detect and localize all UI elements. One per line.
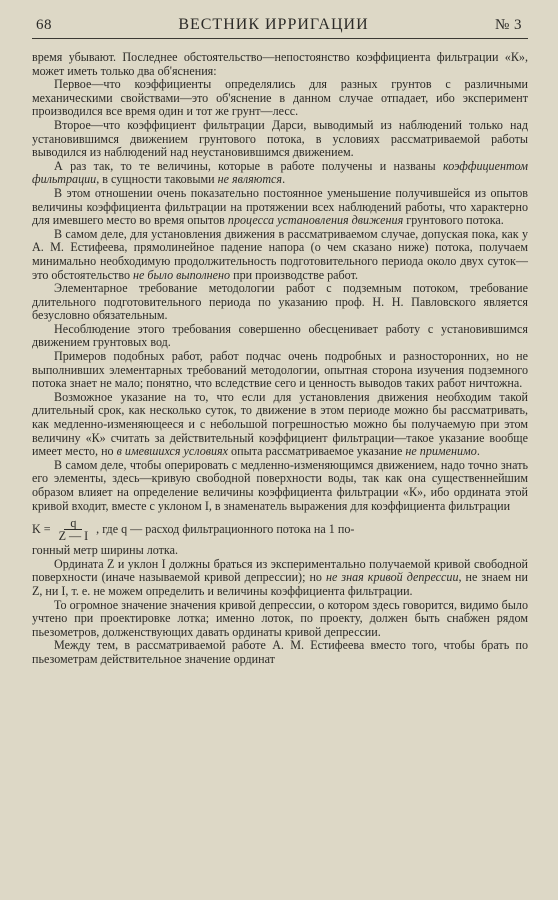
issue-number: № 3 [494,17,522,33]
emphasis: не являются [217,172,283,187]
emphasis: не применимо [405,444,477,459]
formula-denominator: Z — I [58,529,89,544]
formula-continuation: гонный метр ширины лотка. [32,543,179,558]
paragraph: Между тем, в рассматриваемой работе А. М. Естифеева вместо того, чтобы брать по пьезометрам действительное значение ординат [32,638,528,666]
emphasis: коэффициентом фильтрации [32,158,528,187]
paragraph: Элементарное требование методологии работ с подземным потоком, требование длительного подготовительного периода по указанию проф. Н. Н. Павловского является безусловно обязательным. [32,281,528,323]
emphasis: процесса установления движения [227,213,404,228]
journal-title: ВЕСТНИК ИРРИГАЦИИ [178,16,369,33]
emphasis: не зная кривой депрессии [326,570,459,585]
paragraph: В самом деле, для установления движения в рассматриваемом случае, допуская пока, как у А. М. Естифеева, прямолинейное падение напора (о чем сказано ниже) потока, получаем минимально необходимую продолжительность подготовительного периода около двух суток—это обстоятельство не было выполнено при производстве работ. [32,226,528,282]
paragraph: Возможное указание на то, что если для установления движения необходим такой длительный срок, как несколько суток, то движение в этом периоде можно бы рассматривать, как медленно-изменяющееся и с небольшой погрешностью можно бы получаемую при этом величину «К» считать за действительный коэффициент фильтрации—такое указание вообще имеет место, но в имевшихся условиях опыта рассматриваемое указание не применимо. [32,389,528,459]
paragraph: То огромное значение значения кривой депрессии, о котором здесь говорится, видимо было учтено при проектировке лотка; именно лоток, по проекту, должен быть снабжен рядом пьезометров, долженствующих давать ординаты кривой депрессии. [32,597,528,639]
running-header [32,16,528,39]
paragraph: время убывают. Последнее обстоятельство—непостоянство коэффициента фильтрации «К», может иметь только два об'яснения: [32,50,528,78]
paragraph: Второе—что коэффициент фильтрации Дарси, выводимый из наблюдений только над установившимся движением грунтового потока, в условиях рассматриваемой работы выводился из наблюдений над неустановившимся движением. [32,117,528,160]
formula-explanation: , где q — расход фильтрационного потока на 1 по- [96,521,355,536]
paragraphs-before-formula [32,51,528,513]
paragraph: В этом отношении очень показательно постоянное уменьшение получившейся из опытов величины коэффициента фильтрации на протяжении всех наблюдений работы, что характерно для имевшего место во время опытов процесса установления движения грунтового потока. [32,185,528,228]
paragraph: Ордината Z и уклон I должны браться из экспериментально получаемой кривой свободной поверхности (иначе называемой кривой депрессии); но не зная кривой депрессии, не знаем ни Z, ни I, т. е. не можем определить и величины коэффициента фильтрации. [32,556,528,598]
formula-fraction [55,517,93,542]
paragraph: А раз так, то те величины, которые в работе получены и названы коэффициентом фильтрации, в сущности таковыми не являются. [32,158,528,187]
filtration-formula [32,517,528,542]
emphasis: в имевшихся условиях [116,444,229,459]
paragraph: Несоблюдение этого требования совершенно обесценивает работу с установившимся движением грунтовых вод. [32,321,528,350]
body-text [32,51,528,667]
formula-numerator: q [64,517,82,530]
paragraph: Примеров подобных работ, работ подчас очень подробных и разносторонних, но не выполнивших элементарных требований методологии, опытная сторона изучения подземного потока знает не мало; понятно, что вследствие сего и ценность выводов таких работ ничтожна. [32,349,528,391]
paragraph: В самом деле, чтобы оперировать с медленно-изменяющимся движением, надо точно знать его элементы, здесь—кривую свободной поверхности воды, так как она существеннейшим образом влияет на определение величины коэффициента фильтрации «К», ибо ордината этой кривой входит, вместе с уклоном I, в знаменатель выражения для коэффициента фильтрации [32,457,528,513]
page-number: 68 [36,17,52,33]
paragraph: Первое—что коэффициенты определялись для разных грунтов с различными механическими свойствами—это об'яснение в данном случае отпадает, ибо эксперимент производился все время один и тот же грунт—лесс. [32,77,528,119]
emphasis: не было выполнено [133,267,231,282]
paragraphs-after-formula [32,558,528,667]
formula-lhs: K = [32,521,51,536]
